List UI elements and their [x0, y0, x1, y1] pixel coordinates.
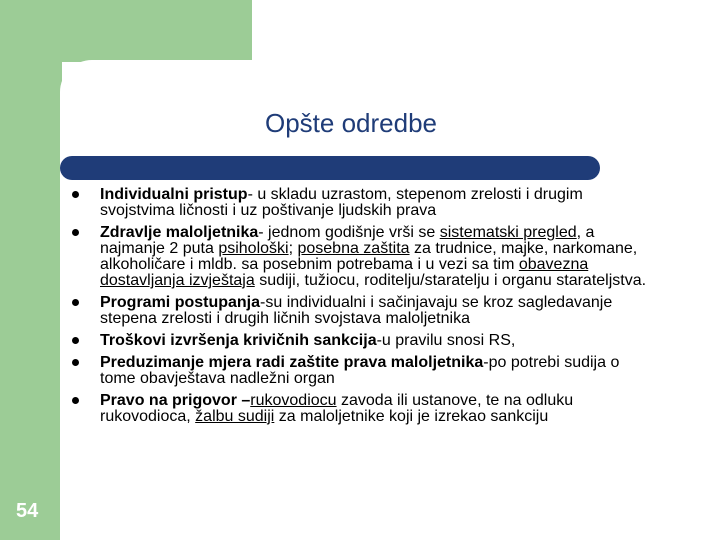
bullet-text: -po potrebi sudija o tome obavještava nadležni organ — [100, 354, 620, 387]
bullet-dot-icon — [72, 229, 79, 236]
list-item — [72, 295, 657, 327]
emphasis-text: obavezna dostavljanja izvještaja — [100, 256, 589, 289]
list-item — [72, 333, 657, 349]
bullet-heading: Individualni pristup — [100, 186, 248, 203]
list-item — [72, 393, 657, 425]
bullet-dot-icon — [72, 337, 79, 344]
green-side-band — [0, 0, 62, 540]
bullet-dot-icon — [72, 397, 79, 404]
bullet-heading: Preduzimanje mjera radi zaštite prava maloljetnika — [100, 354, 484, 371]
bullet-text: zavoda ili ustanove, te na odluku rukovodioca, — [100, 392, 574, 425]
bullet-text: -u pravilu snosi RS, — [376, 332, 516, 349]
bullet-heading: Pravo na prigovor – — [100, 392, 251, 409]
bullet-text: za trudnice, majke, narkomane, alkoholičare i mldb. sa posebnim potrebama i u vezi sa tim — [100, 240, 638, 273]
bullet-heading: Troškovi izvršenja krivičnih sankcija — [100, 332, 377, 349]
bullet-dot-icon — [72, 359, 79, 366]
list-item — [72, 187, 657, 219]
bullet-list — [72, 187, 657, 431]
emphasis-text: sistematski pregled — [439, 224, 577, 241]
emphasis-text: rukovodiocu — [250, 392, 337, 409]
bullet-text: za maloljetnike koji je izrekao sankciju — [274, 408, 549, 425]
title-divider-bar — [60, 156, 600, 180]
emphasis-text: žalbu sudiji — [195, 408, 275, 425]
bullet-heading: Zdravlje maloljetnika — [100, 224, 259, 241]
bullet-text: , a najmanje 2 puta — [100, 224, 595, 257]
page-title: Opšte odredbe — [265, 108, 438, 138]
bullet-text: -su individualni i sačinjavaju se kroz sagledavanje stepena zrelosti i drugih ličnih svojstava maloljetnika — [100, 294, 613, 327]
bullet-heading: Programi postupanja — [100, 294, 261, 311]
list-item — [72, 225, 657, 289]
list-item — [72, 355, 657, 387]
bullet-dot-icon — [72, 299, 79, 306]
bullet-dot-icon — [72, 191, 79, 198]
emphasis-text: posebna zaštita — [297, 240, 410, 257]
bullet-text: ; — [288, 240, 298, 257]
bullet-text: - jednom godišnje vrši se — [258, 224, 440, 241]
slide-number: 54 — [16, 500, 39, 522]
emphasis-text: psihološki — [218, 240, 289, 257]
bullet-text: sudiji, tužiocu, roditelju/staratelju i organu starateljstva. — [254, 272, 647, 289]
bullet-text: - u skladu uzrastom, stepenom zrelosti i drugim svojstvima ličnosti i uz poštivanje ljudskih prava — [100, 186, 583, 219]
